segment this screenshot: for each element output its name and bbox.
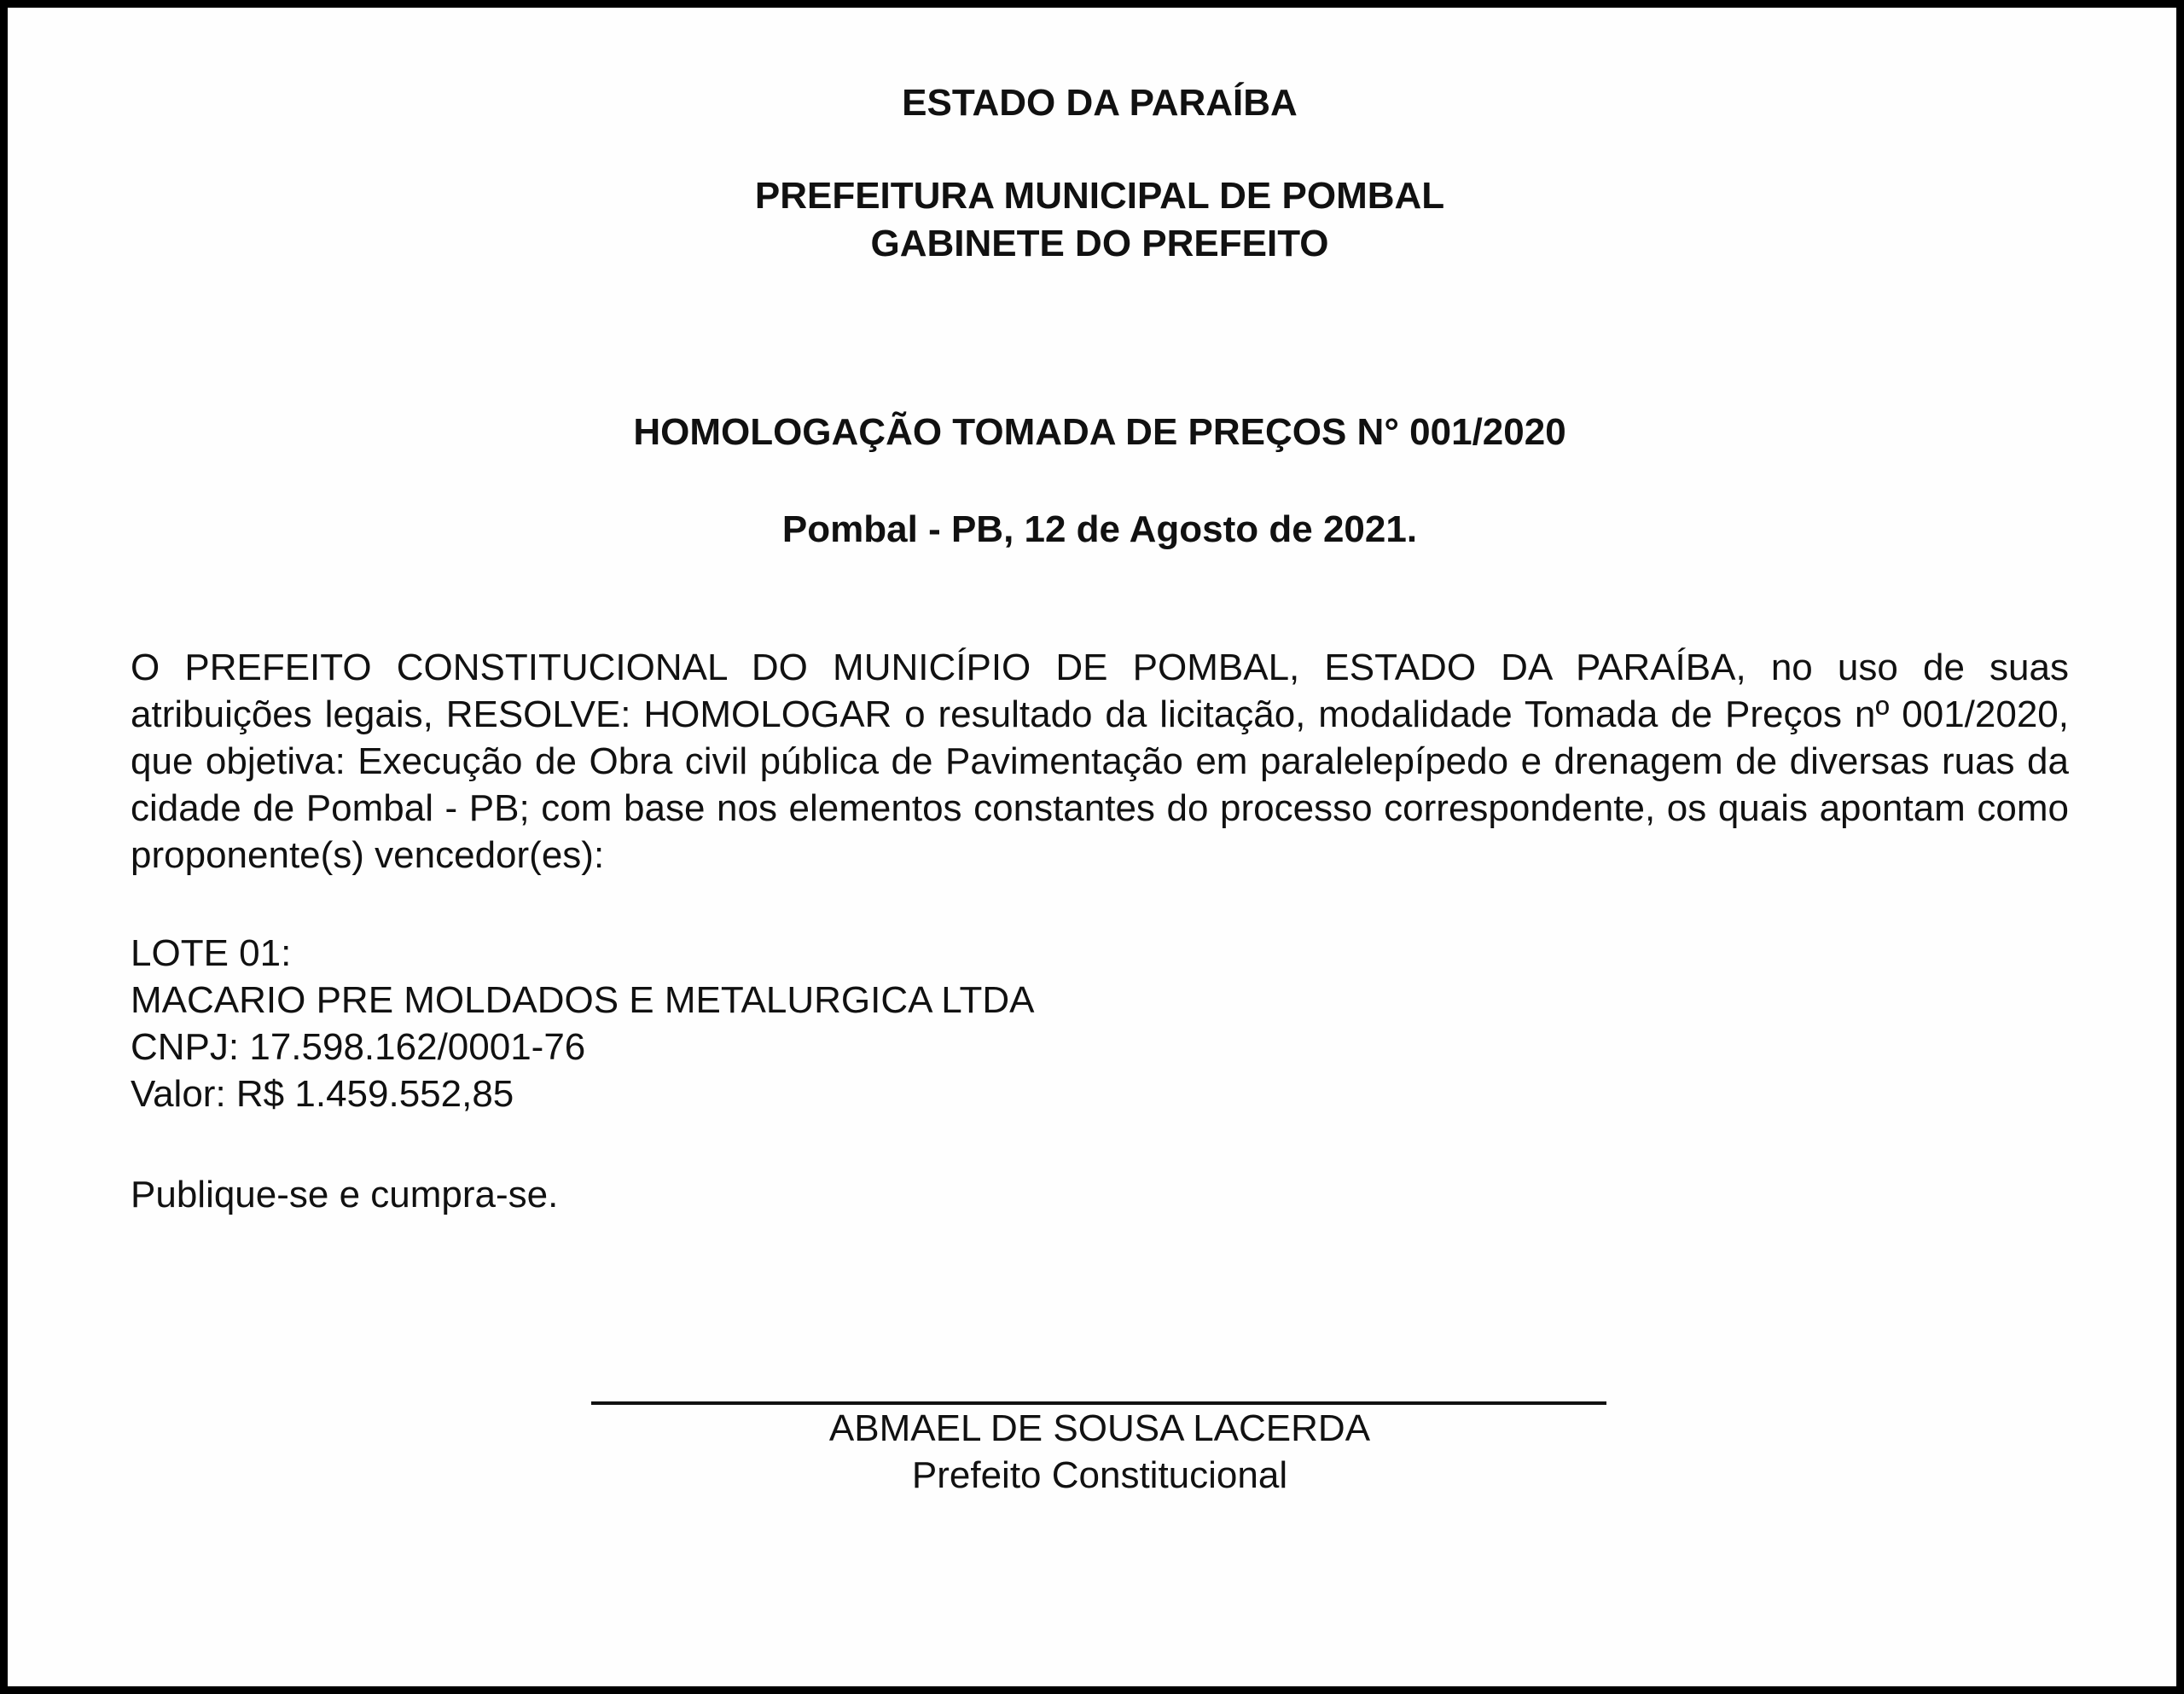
lote-cnpj: CNPJ: 17.598.162/0001-76 — [131, 1026, 586, 1068]
lote-label: LOTE 01: — [131, 932, 292, 974]
place-date: Pombal - PB, 12 de Agosto de 2021. — [781, 508, 1418, 550]
lote-company: MACARIO PRE MOLDADOS E METALURGICA LTDA — [131, 979, 1035, 1021]
office-heading: GABINETE DO PREFEITO — [870, 223, 1329, 264]
closing-statement: Publique-se e cumpra-se. — [131, 1174, 559, 1215]
municipality-heading: PREFEITURA MUNICIPAL DE POMBAL — [754, 175, 1445, 217]
state-heading: ESTADO DA PARAÍBA — [902, 82, 1298, 124]
resolution-paragraph: O PREFEITO CONSTITUCIONAL DO MUNICÍPIO DE POMBAL, ESTADO DA PARAÍBA, no uso de suas atribuições legais, RESOLVE: HOMOLOGAR o resultado da licitação, modalidade Tomada de Preços nº 001/2020, que objetiva: Execução de Obra civil pública de Pavimentação em paralelepípedo e drenagem de diversas ruas da cidade de Pombal - PB; com base nos elementos constantes do processo correspondente, os quais apontam como proponente(s) vencedor(es): — [131, 647, 2069, 876]
document-title: HOMOLOGAÇÃO TOMADA DE PREÇOS N° 001/2020 — [633, 411, 1566, 453]
lote-value: Valor: R$ 1.459.552,85 — [131, 1073, 514, 1115]
signatory-role: Prefeito Constitucional — [911, 1454, 1288, 1496]
signatory-name: ABMAEL DE SOUSA LACERDA — [828, 1407, 1371, 1449]
